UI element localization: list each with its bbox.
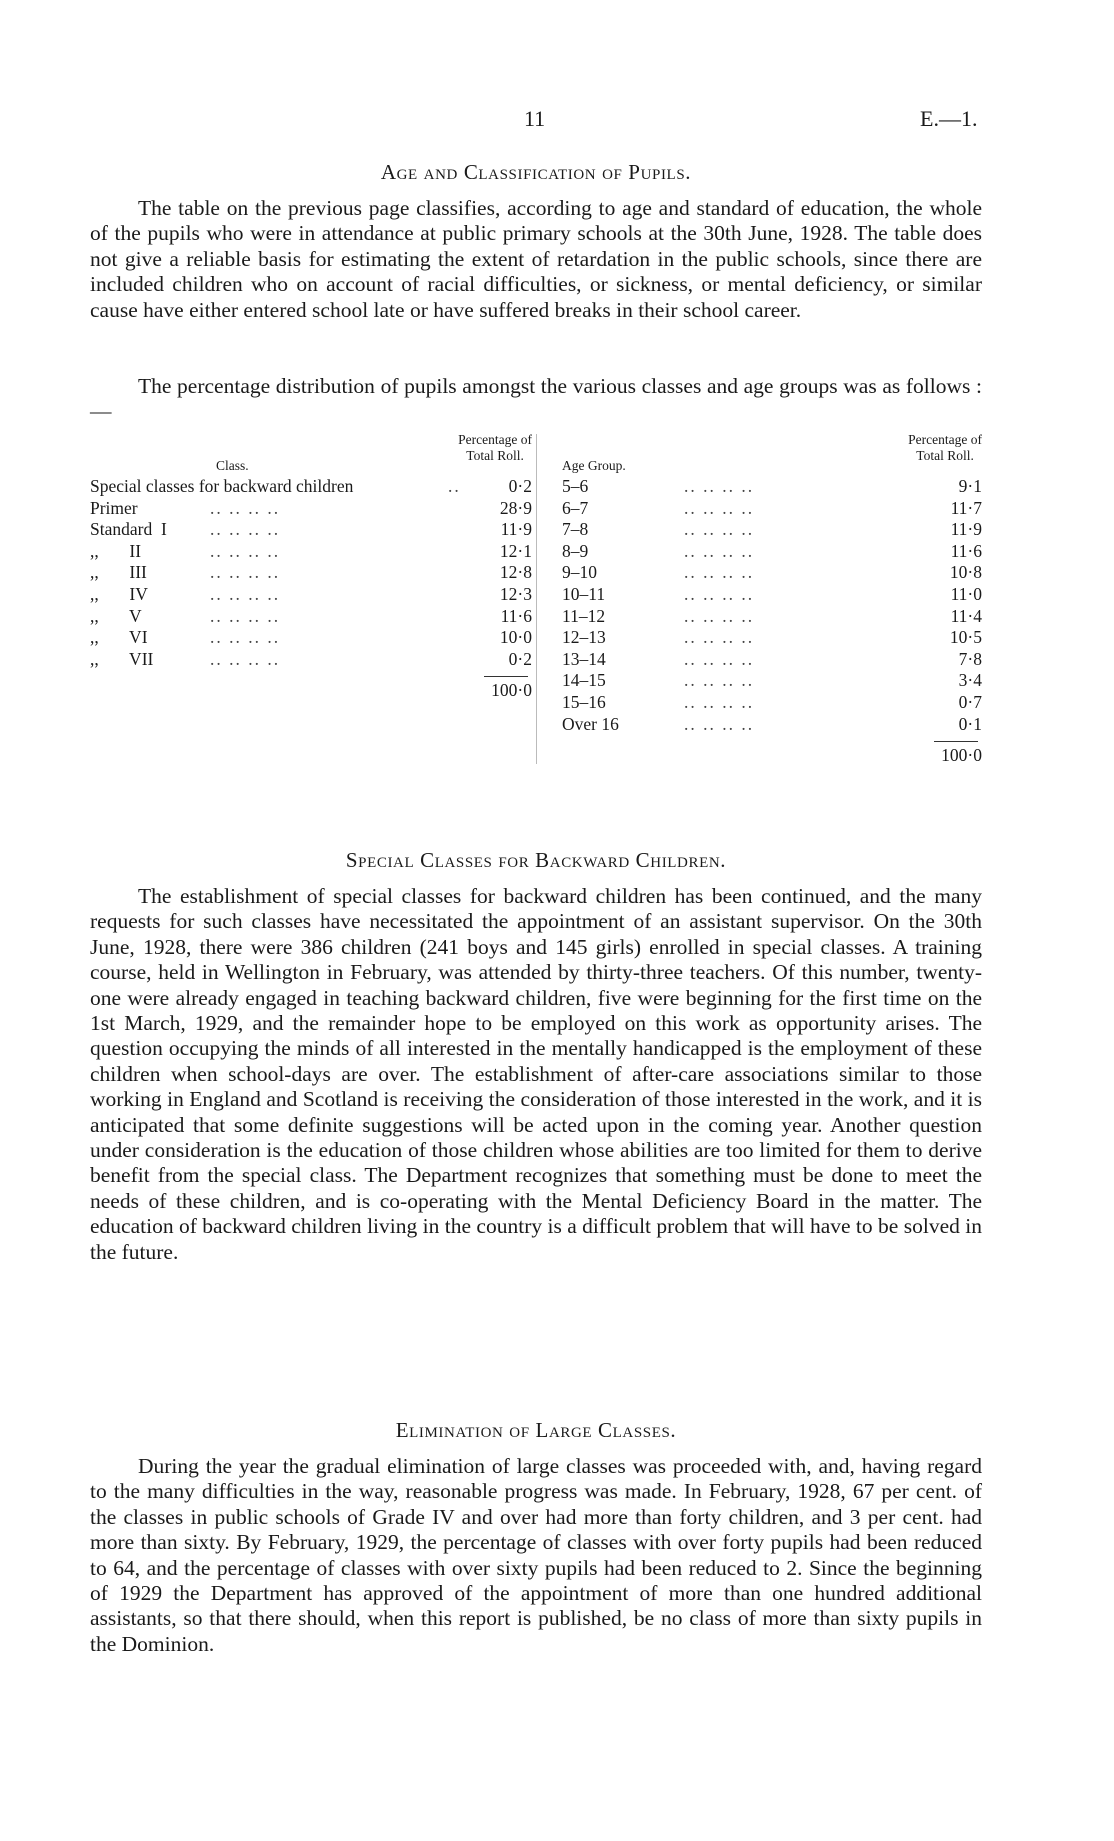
class-row-label: ,, II (90, 540, 142, 561)
class-table-row (90, 519, 532, 541)
age-row-value: 3·4 (958, 670, 982, 691)
class-row-label: ,, V (90, 605, 142, 626)
paragraph-percentage-intro: The percentage distribution of pupils amongst the various classes and age groups was as follows :— (90, 374, 982, 424)
age-row-leader-dots: .. .. .. .. (684, 691, 755, 712)
age-row-leader-dots: .. .. .. .. (684, 627, 755, 648)
class-table-row (90, 606, 532, 628)
age-row-value: 11·6 (950, 540, 982, 561)
class-table-rows (90, 476, 532, 700)
age-table-row (562, 649, 982, 671)
age-row-value: 11·0 (950, 583, 982, 604)
class-percentage-table (90, 432, 532, 700)
class-pct-column-header: Percentage of Total Roll. (458, 432, 532, 463)
class-row-leader-dots: .. .. .. .. (210, 627, 281, 648)
age-row-label: 12–13 (562, 627, 606, 648)
age-table-row (562, 476, 982, 498)
paragraph-large-classes: During the year the gradual elimination of large classes was proceeded with, and, having regard to the many difficulties in the way, reasonable progress was made. In February, 1928, 67 per cent. of the classes in public schools of Grade IV and over had more than forty children, and 3 per cent. had more than sixty. By February, 1929, the percentage of classes with over forty pupils had been reduced to 64, and the percentage of classes with over sixty pupils had been reduced to 2. Since the beginning of 1929 the Department has approved of the appointment of more than one hundred additional assistants, so that there should, when this report is published, be no class of more than sixty pupils in the Dominion. (90, 1454, 982, 1656)
class-table-row (90, 476, 532, 498)
class-row-leader-dots: .. .. .. .. (210, 583, 281, 604)
age-row-label: 5–6 (562, 476, 589, 496)
class-column-header: Class. (216, 458, 249, 473)
age-row-label: 14–15 (562, 670, 606, 691)
class-row-leader-dots: .. .. .. .. (210, 540, 281, 561)
class-row-label: ,, IV (90, 583, 148, 604)
age-row-value: 11·4 (950, 605, 982, 626)
age-row-leader-dots: .. .. .. .. (684, 476, 755, 496)
age-table-row (562, 498, 982, 520)
class-row-leader-dots: .. .. .. .. (210, 648, 281, 669)
age-row-value: 10·5 (949, 627, 982, 648)
paragraph-special-classes: The establishment of special classes for backward children has been continued, and the many requests for such classes have necessitated the appointment of an assistant supervisor. On the 30th June, 1928, there were 386 children (241 boys and 145 girls) enrolled in special classes. A training course, held in Wellington in February, was attended by thirty-three teachers. Of this number, twenty-one were already engaged in teaching backward children, five were beginning for the first time on the 1st March, 1929, and the remainder hope to be employed on this work as opportunity arises. The question occupying the minds of all interested in the mentally handicapped is the employment of these children when school-days are over. The establishment of after-care associations similar to those working in England and Scotland is receiving the consideration of those interested in the work, and it is anticipated that some definite suggestions will be acted upon in the coming year. Another question under consideration is the education of those children whose abilities are too limited for them to derive benefit from the special class. The Department recognizes that something must be done to meet the needs of these children, and is co-operating with the Mental Deficiency Board in the matter. The education of backward children living in the country is a difficult problem that will have to be solved in the future. (90, 884, 982, 1264)
age-percentage-table (562, 432, 982, 765)
class-row-leader-dots: .. .. .. .. (210, 562, 281, 583)
class-row-value: 0·2 (508, 476, 532, 496)
age-row-value: 11·9 (950, 519, 982, 540)
age-row-value: 11·7 (950, 497, 982, 518)
class-table-row (90, 498, 532, 520)
class-table-row (90, 627, 532, 649)
age-table-row (562, 692, 982, 714)
class-table-header (90, 432, 532, 476)
age-table-row (562, 714, 982, 736)
age-table-row (562, 541, 982, 563)
class-row-value: 12·8 (499, 562, 532, 583)
age-table-row (562, 606, 982, 628)
age-row-value: 0·7 (958, 691, 982, 712)
class-row-label: ,, VI (90, 627, 148, 648)
age-row-value: 7·8 (958, 648, 982, 669)
age-row-value: 10·8 (949, 562, 982, 583)
age-row-label: 11–12 (562, 605, 606, 626)
class-row-leader-dots: .. .. .. .. (210, 497, 281, 518)
class-row-leader-dots: .. .. .. .. (210, 519, 281, 540)
class-row-label: Special classes for backward children (90, 476, 354, 496)
class-total-rule (484, 676, 528, 677)
class-row-label: Primer (90, 497, 138, 518)
report-code: E.—1. (920, 106, 978, 131)
age-row-label: 13–14 (562, 648, 606, 669)
age-table-row (562, 627, 982, 649)
section-title-large-classes: Elimination of Large Classes. (395, 1418, 677, 1442)
class-row-label: ,, III (90, 562, 147, 583)
age-total-value: 100·0 (941, 745, 982, 766)
age-row-label: Over 16 (562, 713, 619, 734)
age-row-leader-dots: .. .. .. .. (684, 540, 755, 561)
age-row-label: 10–11 (562, 583, 606, 604)
section-title-special-classes: Special Classes for Backward Children. (345, 848, 727, 872)
age-table-row (562, 562, 982, 584)
class-table-row (90, 562, 532, 584)
age-pct-column-header: Percentage of Total Roll. (908, 432, 982, 463)
class-row-leader-dots: .. .. .. .. (210, 605, 281, 626)
age-row-label: 8–9 (562, 540, 589, 561)
age-column-header: Age Group. (562, 458, 626, 473)
age-row-leader-dots: .. .. .. .. (684, 583, 755, 604)
class-row-value: 11·6 (500, 605, 532, 626)
age-table-header (562, 432, 982, 476)
class-row-value: 28·9 (499, 497, 532, 518)
age-row-value: 0·1 (958, 713, 982, 734)
age-row-leader-dots: .. .. .. .. (684, 497, 755, 518)
class-row-value: 10·0 (499, 627, 532, 648)
age-table-rows (562, 476, 982, 765)
age-row-leader-dots: .. .. .. .. (684, 713, 755, 734)
age-row-label: 7–8 (562, 519, 589, 540)
class-table-row (90, 584, 532, 606)
page-number: 11 (524, 106, 546, 131)
paragraph-age-classification: The table on the previous page classifies, according to age and standard of education, the whole of the pupils who were in attendance at public primary schools at the 30th June, 1928. The table does not give a reliable basis for estimating the extent of retardation in the public schools, since there are included children who on account of racial difficulties, or sickness, or mental deficiency, or similar cause have either entered school late or have suffered breaks in their school career. (90, 196, 982, 322)
table-divider (536, 434, 537, 764)
class-row-leader-dots: .. (448, 476, 461, 496)
age-table-row (562, 519, 982, 541)
section-title-age-classification: Age and Classification of Pupils. (380, 160, 692, 184)
class-table-row (90, 649, 532, 671)
age-row-label: 9–10 (562, 562, 597, 583)
age-row-label: 15–16 (562, 691, 606, 712)
age-row-leader-dots: .. .. .. .. (684, 562, 755, 583)
class-row-value: 0·2 (508, 648, 532, 669)
age-total-rule (934, 741, 978, 742)
age-row-leader-dots: .. .. .. .. (684, 519, 755, 540)
class-row-value: 12·3 (499, 583, 532, 604)
class-row-label: ,, VII (90, 648, 154, 669)
class-row-value: 11·9 (500, 519, 532, 540)
class-row-value: 12·1 (499, 540, 532, 561)
class-table-total-row (90, 670, 532, 700)
age-row-leader-dots: .. .. .. .. (684, 648, 755, 669)
age-row-leader-dots: .. .. .. .. (684, 605, 755, 626)
age-table-row (562, 670, 982, 692)
age-table-row (562, 584, 982, 606)
age-row-value: 9·1 (958, 476, 982, 496)
class-total-value: 100·0 (491, 680, 532, 701)
age-row-label: 6–7 (562, 497, 589, 518)
age-table-total-row (562, 735, 982, 765)
class-table-row (90, 541, 532, 563)
class-row-label: Standard I (90, 519, 167, 540)
age-row-leader-dots: .. .. .. .. (684, 670, 755, 691)
